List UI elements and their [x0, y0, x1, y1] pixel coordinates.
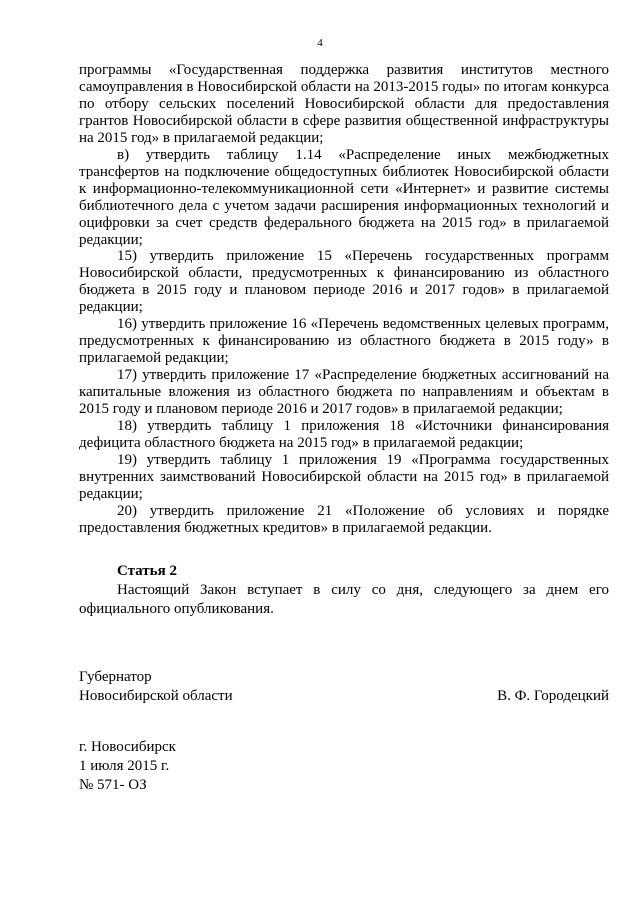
body-text	[79, 62, 609, 537]
paragraph: программы «Государственная поддержка развития институтов местного самоуправления в Новосибирской области на 2013-2015 годы» по итогам конкурса по отбору сельских поселений Новосибирской области для предоставления грантов Новосибирской области в сфере развития общественной инфраструктуры на 2015 год» в прилагаемой редакции;	[79, 62, 609, 146]
signer-position-line1: Губернатор	[79, 669, 152, 685]
document-city: г. Новосибирск	[79, 739, 176, 755]
page-number: 4	[317, 37, 323, 49]
paragraph: 15) утвердить приложение 15 «Перечень государственных программ Новосибирской области, предусмотренных к финансированию из областного бюджета в 2015 году и плановом периоде 2016 и 2017 годов» в прилагаемой редакции;	[79, 248, 609, 316]
paragraph: 16) утвердить приложение 16 «Перечень ведомственных целевых программ, предусмотренных к финансированию из областного бюджета в 2015 году» в прилагаемой редакции;	[79, 316, 609, 367]
document-meta	[79, 738, 379, 795]
article-text: Настоящий Закон вступает в силу со дня, следующего за днем его официального опубликования.	[79, 582, 609, 617]
paragraph: 19) утвердить таблицу 1 приложения 19 «Программа государственных внутренних заимствований Новосибирской области на 2015 год» в прилагаемой редакции;	[79, 451, 609, 502]
signature-block	[79, 668, 609, 706]
document-number: № 571- ОЗ	[79, 777, 147, 793]
article-title: Статья 2	[117, 563, 177, 579]
paragraph: в) утвердить таблицу 1.14 «Распределение иных межбюджетных трансфертов на подключение общедоступных библиотек Новосибирской области к информационно-телекоммуникационной сети «Интернет» и развитие системы библиотечного дела с учетом задачи расширения информационных технологий и оцифровки за счет средств федерального бюджета на 2015 год» в прилагаемой редакции;	[79, 146, 609, 248]
document-date: 1 июля 2015 г.	[79, 758, 170, 774]
paragraph: 17) утвердить приложение 17 «Распределение бюджетных ассигнований на капитальные вложения из областного бюджета по направлениям и объектам в 2015 году и плановом периоде 2016 и 2017 годов» в прилагаемой редакции;	[79, 367, 609, 418]
paragraph: 20) утвердить приложение 21 «Положение об условиях и порядке предоставления бюджетных кредитов» в прилагаемой редакции.	[79, 502, 609, 536]
signer-name: В. Ф. Городецкий	[497, 688, 609, 704]
paragraph: 18) утвердить таблицу 1 приложения 18 «Источники финансирования дефицита областного бюджета на 2015 год» в прилагаемой редакции;	[79, 418, 609, 451]
signer-position-line2: Новосибирской области	[79, 688, 233, 704]
article-2	[79, 562, 609, 619]
